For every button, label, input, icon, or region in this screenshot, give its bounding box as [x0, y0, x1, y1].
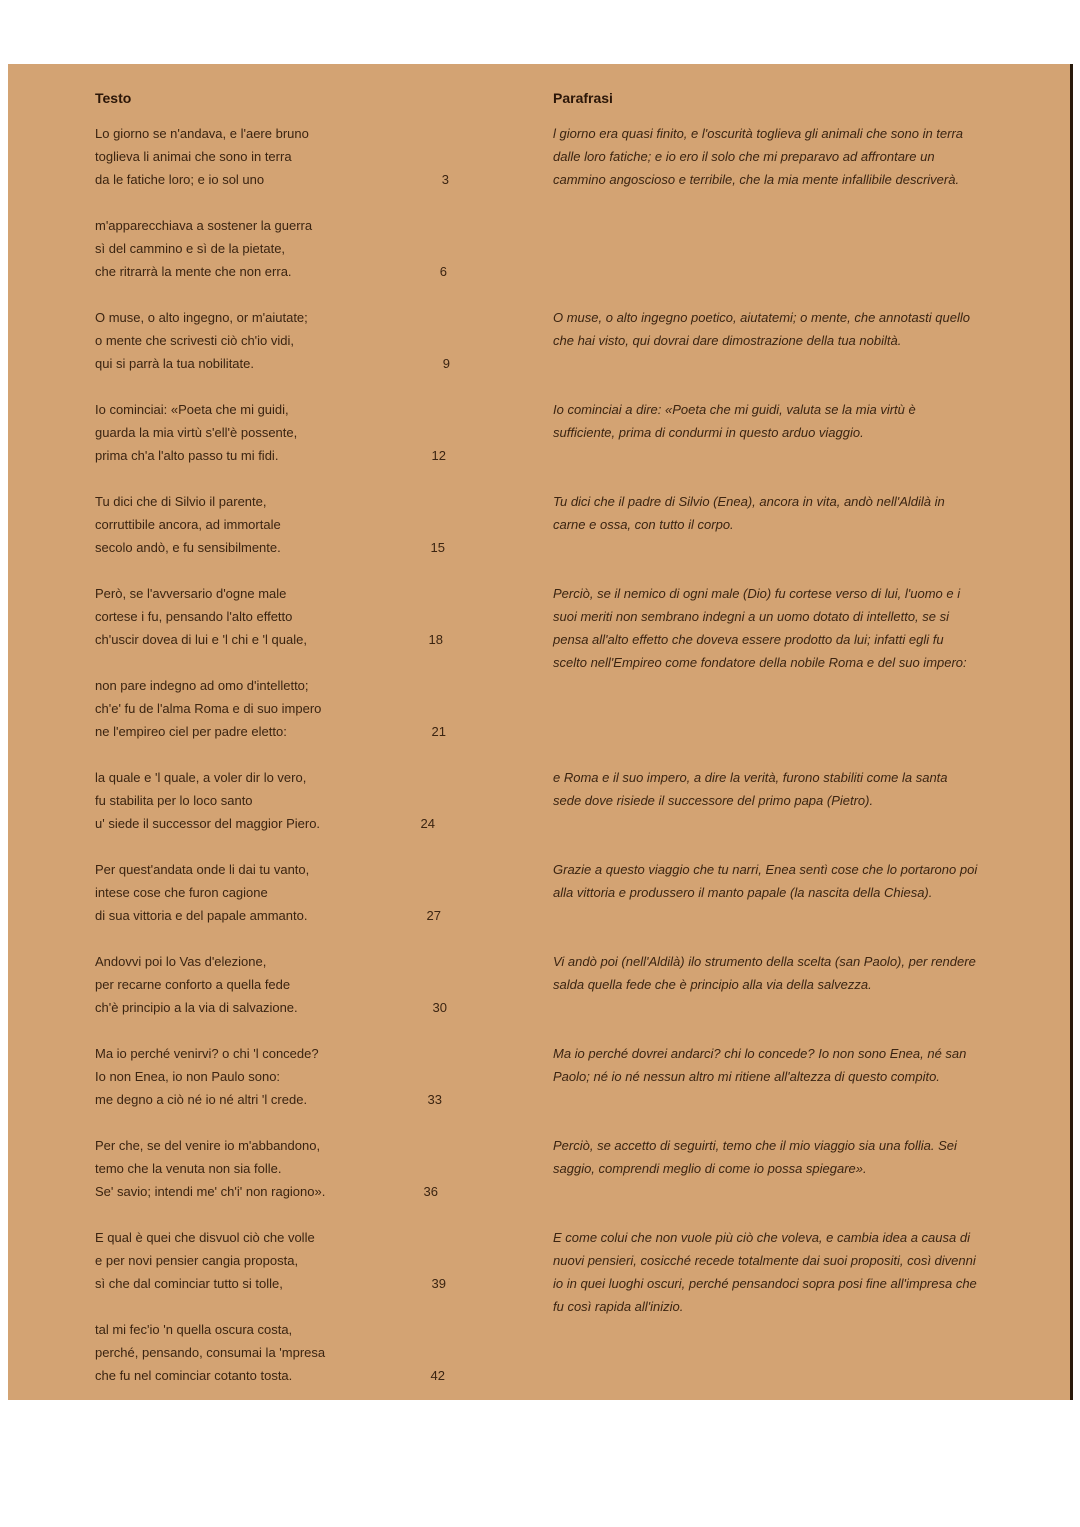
verse-line: me degno a ciò né io né altri 'l crede.	[95, 1092, 308, 1107]
verse-line: non pare indegno ad omo d'intelletto;	[95, 678, 309, 693]
stanza	[8, 306, 1070, 398]
line-number: 18	[428, 632, 443, 647]
verse-tercet	[95, 950, 298, 1019]
verse-tercet	[95, 766, 320, 835]
verse-line: Per che, se del venire io m'abbandono,	[95, 1138, 321, 1153]
verse-line: ch'uscir dovea di lui e 'l chi e 'l quale,	[95, 632, 307, 647]
verse-line: guarda la mia virtù s'ell'è possente,	[95, 425, 298, 440]
line-number: 27	[426, 908, 441, 923]
stanza	[8, 1318, 1070, 1410]
verse-tercet	[95, 674, 321, 743]
paraphrase-text: Tu dici che il padre di Silvio (Enea), ancora in vita, andò nell'Aldilà in carne e ossa, con tutto il corpo.	[553, 494, 945, 532]
verse-line: sì che dal cominciar tutto si tolle,	[95, 1276, 283, 1291]
verse-line: qui si parrà la tua nobilitate.	[95, 356, 254, 371]
verse-line: perché, pensando, consumai la 'mpresa	[95, 1345, 326, 1360]
verse-line: u' siede il successor del maggior Piero.	[95, 816, 321, 831]
verse-line: ne l'empireo ciel per padre eletto:	[95, 724, 287, 739]
line-number: 3	[441, 172, 449, 187]
verse-tercet	[95, 490, 281, 559]
line-number: 12	[431, 448, 446, 463]
line-number: 6	[439, 264, 447, 279]
paraphrase-text: E come colui che non vuole più ciò che voleva, e cambia idea a causa di nuovi pensieri, cosicché recede totalmente dai suoi propositi, così divenni io in quei luoghi oscuri, perché pensandoci sopra posi fine all'impresa che fu così rapida all'inizio.	[553, 1230, 977, 1314]
stanza	[8, 398, 1070, 490]
stanza	[8, 858, 1070, 950]
stanza	[8, 1226, 1070, 1318]
verse-line: Tu dici che di Silvio il parente,	[95, 494, 267, 509]
stanza	[8, 950, 1070, 1042]
paraphrase-text: O muse, o alto ingegno poetico, aiutatemi; o mente, che annotasti quello che hai visto, qui dovrai dare dimostrazione della tua nobiltà.	[553, 310, 970, 348]
verse-line: m'apparecchiava a sostener la guerra	[95, 218, 313, 233]
verse-tercet	[95, 858, 309, 927]
verse-tercet	[95, 1318, 325, 1387]
verse-line: Io non Enea, io non Paulo sono:	[95, 1069, 281, 1084]
line-number: 9	[442, 356, 450, 371]
verse-tercet	[95, 1042, 319, 1111]
paraphrase-text: Perciò, se accetto di seguirti, temo che il mio viaggio sia una follia. Sei saggio, comprendi meglio di come io possa spiegare».	[553, 1138, 957, 1176]
verse-line: che fu nel cominciar cotanto tosta.	[95, 1368, 293, 1383]
verse-line: temo che la venuta non sia folle.	[95, 1161, 282, 1176]
verse-line: per recarne conforto a quella fede	[95, 977, 291, 992]
paraphrase-text: l giorno era quasi finito, e l'oscurità toglieva gli animali che sono in terra dalle loro fatiche; e io ero il solo che mi preparavo ad affrontare un cammino angoscioso e terribile, che la mia mente infallibile descriverà.	[553, 126, 964, 187]
verse-line: intese cose che furon cagione	[95, 885, 268, 900]
verse-line: di sua vittoria e del papale ammanto.	[95, 908, 308, 923]
paraphrase-text: Vi andò poi (nell'Aldilà) ilo strumento della scelta (san Paolo), per rendere salda quella fede che è principio alla via della salvezza.	[553, 954, 976, 992]
paraphrase-text: Perciò, se il nemico di ogni male (Dio) fu cortese verso di lui, l'uomo e i suoi meriti non sembrano indegni a un uomo dotato di intelletto, se si pensa all'alto effetto che doveva essere prodotto da lui; infatti egli fu scelto nell'Empireo come fondatore della nobile Roma e del suo impero:	[553, 586, 967, 670]
header-testo: Testo	[95, 90, 132, 106]
verse-line: O muse, o alto ingegno, or m'aiutate;	[95, 310, 308, 325]
stanza	[8, 214, 1070, 306]
paraphrase-text: Ma io perché dovrei andarci? chi lo concede? Io non sono Enea, né san Paolo; né io né nessun altro mi ritiene all'altezza di questo compito.	[553, 1046, 967, 1084]
stanza	[8, 582, 1070, 674]
verse-line: Io cominciai: «Poeta che mi guidi,	[95, 402, 289, 417]
paraphrase-text: Grazie a questo viaggio che tu narri, Enea sentì cose che lo portarono poi alla vittoria e produssero il manto papale (la nascita della Chiesa).	[553, 862, 978, 900]
paraphrase-text: Io cominciai a dire: «Poeta che mi guidi, valuta se la mia virtù è sufficiente, prima di condurmi in questo arduo viaggio.	[553, 402, 916, 440]
verse-line: tal mi fec'io 'n quella oscura costa,	[95, 1322, 293, 1337]
line-number: 24	[420, 816, 435, 831]
line-number: 15	[430, 540, 445, 555]
stanza	[8, 122, 1070, 214]
verse-line: E qual è quei che disvuol ciò che volle	[95, 1230, 315, 1245]
verse-line: da le fatiche loro; e io sol uno	[95, 172, 265, 187]
verse-line: Andovvi poi lo Vas d'elezione,	[95, 954, 267, 969]
verse-tercet	[95, 1226, 315, 1295]
stanza	[8, 766, 1070, 858]
verse-line: fu stabilita per lo loco santo	[95, 793, 253, 808]
verse-tercet	[95, 582, 307, 651]
verse-line: e per novi pensier cangia proposta,	[95, 1253, 299, 1268]
stanza	[8, 490, 1070, 582]
verse-tercet	[95, 122, 309, 191]
line-number: 30	[432, 1000, 447, 1015]
verse-line: ch'è principio a la via di salvazione.	[95, 1000, 298, 1015]
verse-line: la quale e 'l quale, a voler dir lo vero,	[95, 770, 307, 785]
verse-line: corruttibile ancora, ad immortale	[95, 517, 281, 532]
verse-line: sì del cammino e sì de la pietate,	[95, 241, 286, 256]
verse-line: Però, se l'avversario d'ogne male	[95, 586, 287, 601]
stanza	[8, 674, 1070, 766]
document-page	[8, 64, 1073, 1400]
verse-line: che ritrarrà la mente che non erra.	[95, 264, 292, 279]
verse-tercet	[95, 306, 308, 375]
verse-line: ch'e' fu de l'alma Roma e di suo impero	[95, 701, 322, 716]
verse-line: secolo andò, e fu sensibilmente.	[95, 540, 281, 555]
verse-line: Ma io perché venirvi? o chi 'l concede?	[95, 1046, 319, 1061]
verse-tercet	[95, 398, 297, 467]
line-number: 42	[430, 1368, 445, 1383]
line-number: 21	[431, 724, 446, 739]
verse-line: prima ch'a l'alto passo tu mi fidi.	[95, 448, 279, 463]
verse-line: toglieva li animai che sono in terra	[95, 149, 292, 164]
verse-tercet	[95, 1134, 325, 1203]
verse-line: cortese i fu, pensando l'alto effetto	[95, 609, 293, 624]
verse-line: o mente che scrivesti ciò ch'io vidi,	[95, 333, 295, 348]
stanza	[8, 1042, 1070, 1134]
paraphrase-text: e Roma e il suo impero, a dire la verità, furono stabiliti come la santa sede dove risiede il successore del primo papa (Pietro).	[553, 770, 948, 808]
verse-line: Per quest'andata onde li dai tu vanto,	[95, 862, 310, 877]
stanza	[8, 1134, 1070, 1226]
stanza-list	[8, 122, 1070, 1410]
verse-line: Se' savio; intendi me' ch'i' non ragiono».	[95, 1184, 326, 1199]
verse-line: Lo giorno se n'andava, e l'aere bruno	[95, 126, 309, 141]
line-number: 33	[427, 1092, 442, 1107]
line-number: 36	[423, 1184, 438, 1199]
verse-tercet	[95, 214, 312, 283]
line-number: 39	[431, 1276, 446, 1291]
header-parafrasi: Parafrasi	[553, 90, 613, 106]
